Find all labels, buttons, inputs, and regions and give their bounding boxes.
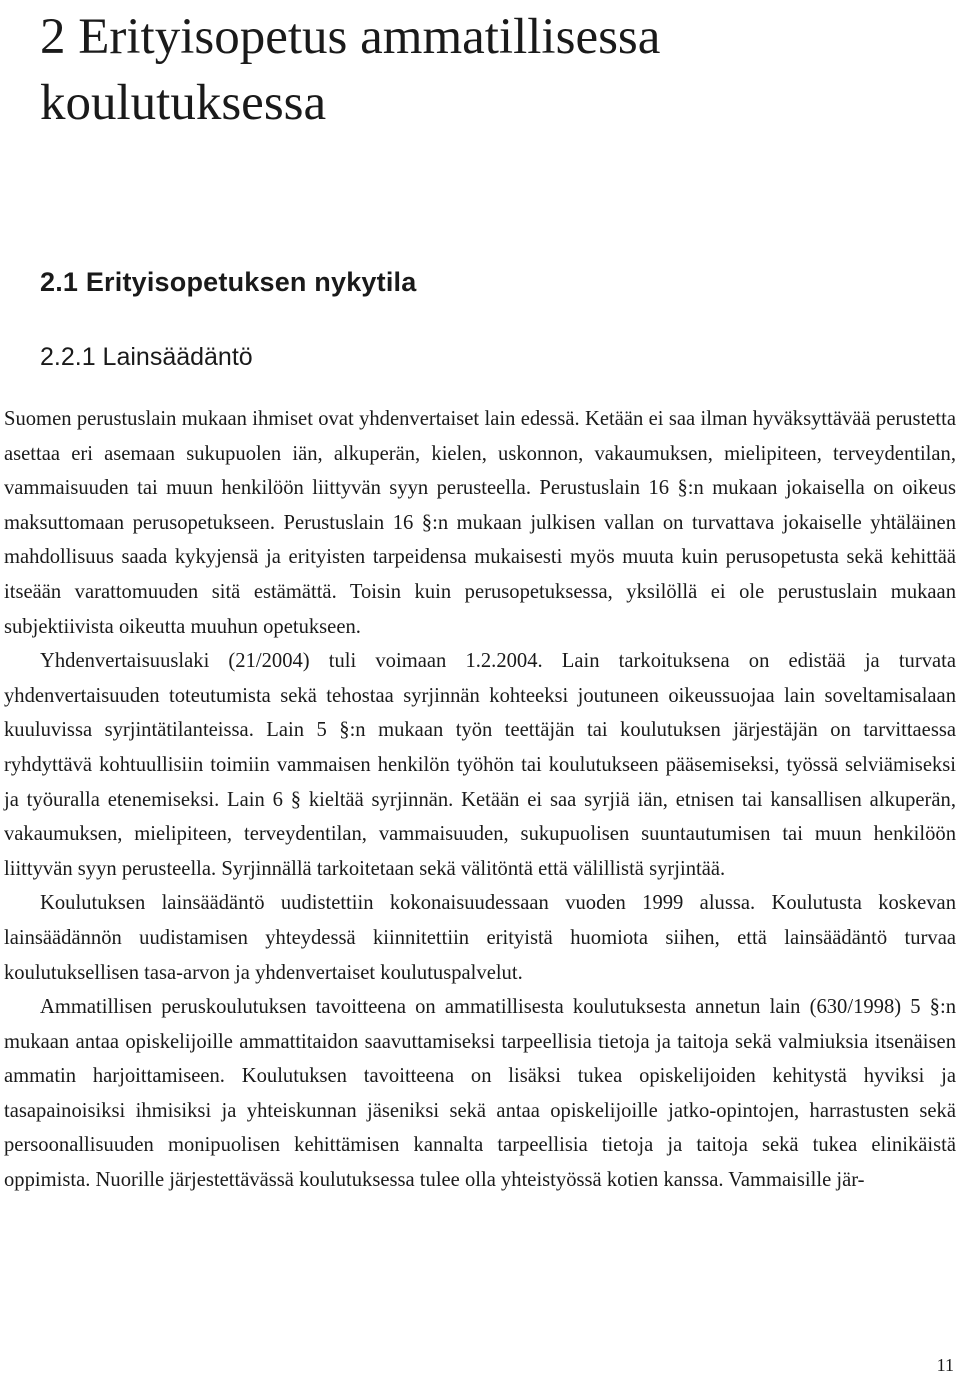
paragraph-vocational-education: Ammatillisen peruskoulutuksen tavoitteena on ammatillisesta koulutuksesta annetun lain (630/1998) 5 §:n mukaan antaa opiskelijoille ammattitaidon saavuttamiseksi tarpeellisia tietoja ja taitoja sekä valmiuksia itsenäisen ammatin harjoittamiseen. Koulutuksen tavoitteena on lisäksi tukea opiskelijoiden kehitystä hyviksi ja tasapainoisiksi ihmisiksi ja yhteiskunnan jäseniksi sekä antaa opiskelijoille jatko-opintojen, harrastusten sekä persoonallisuuden monipuolisen kehittämisen kannalta tarpeellisia tietoja ja taitoja sekä tukea elinikäistä oppimista. Nuorille järjestettävässä koulutuksessa tulee olla yhteistyössä kotien kanssa. Vammaisille jär- [4,996,956,1192]
paragraph-education-legislation: Koulutuksen lainsäädäntö uudistettiin kokonaisuudessaan vuoden 1999 alussa. Koulutusta koskevan lainsäädännön uudistamisen yhteydessä kiinnitettiin erityistä huomiota siihen, että lainsäädäntö turvaa koulutuksellisen tasa-arvon ja yhdenvertaiset koulutuspalvelut. [4,892,956,984]
subsection-heading: 2.2.1 Lainsäädäntö [40,343,253,371]
page-number: 11 [936,1355,954,1375]
chapter-title: 2 Erityisopetus ammatillisessa koulutuksessa [40,9,661,131]
body-text [4,402,956,1198]
section-heading: 2.1 Erityisopetuksen nykytila [40,267,417,297]
paragraph-constitution: Suomen perustuslain mukaan ihmiset ovat yhdenvertaiset lain edessä. Ketään ei saa ilman hyväksyttävää perustetta asettaa eri asemaan sukupuolen iän, alkuperän, kielen, uskonnon, vakaumuksen, mielipiteen, terveydentilan, vammaisuuden tai muun henkilöön liittyvän syyn perusteella. Perustuslain 16 §:n mukaan jokaisella on oikeus maksuttomaan perusopetukseen. Perustuslain 16 §:n mukaan julkisen vallan on turvattava jokaiselle yhtäläinen mahdollisuus saada kykyjensä ja erityisten tarpeidensa mukaisesti myös muuta kuin perusopetusta sekä kehittää itseään varattomuuden sitä estämättä. Toisin kuin perusopetuksessa, yksilöllä ei ole perustuslain mukaan subjektiivista oikeutta muuhun opetukseen. [4,408,956,638]
paragraph-equality-act: Yhdenvertaisuuslaki (21/2004) tuli voimaan 1.2.2004. Lain tarkoituksena on edistää ja turvata yhdenvertaisuuden toteutumista sekä tehostaa syrjinnän kohteeksi joutuneen oikeussuojaa lain soveltamisalaan kuuluvissa syrjintätilanteissa. Lain 5 §:n mukaan työn teettäjän tai koulutuksen järjestäjän on tarvittaessa ryhdyttävä kohtuullisiin toimiin vammaisen henkilön työhön tai koulutukseen pääsemiseksi, työssä selviämiseksi ja työuralla etenemiseksi. Lain 6 § kieltää syrjinnän. Ketään ei saa syrjiä iän, etnisen tai kansallisen alkuperän, vakaumuksen, mielipiteen, terveydentilan, vammaisuuden, sukupuolisen suuntautumisen tai muun henkilöön liittyvän syyn perusteella. Syrjinnällä tarkoitetaan sekä välitöntä että välillistä syrjintää. [4,650,956,880]
